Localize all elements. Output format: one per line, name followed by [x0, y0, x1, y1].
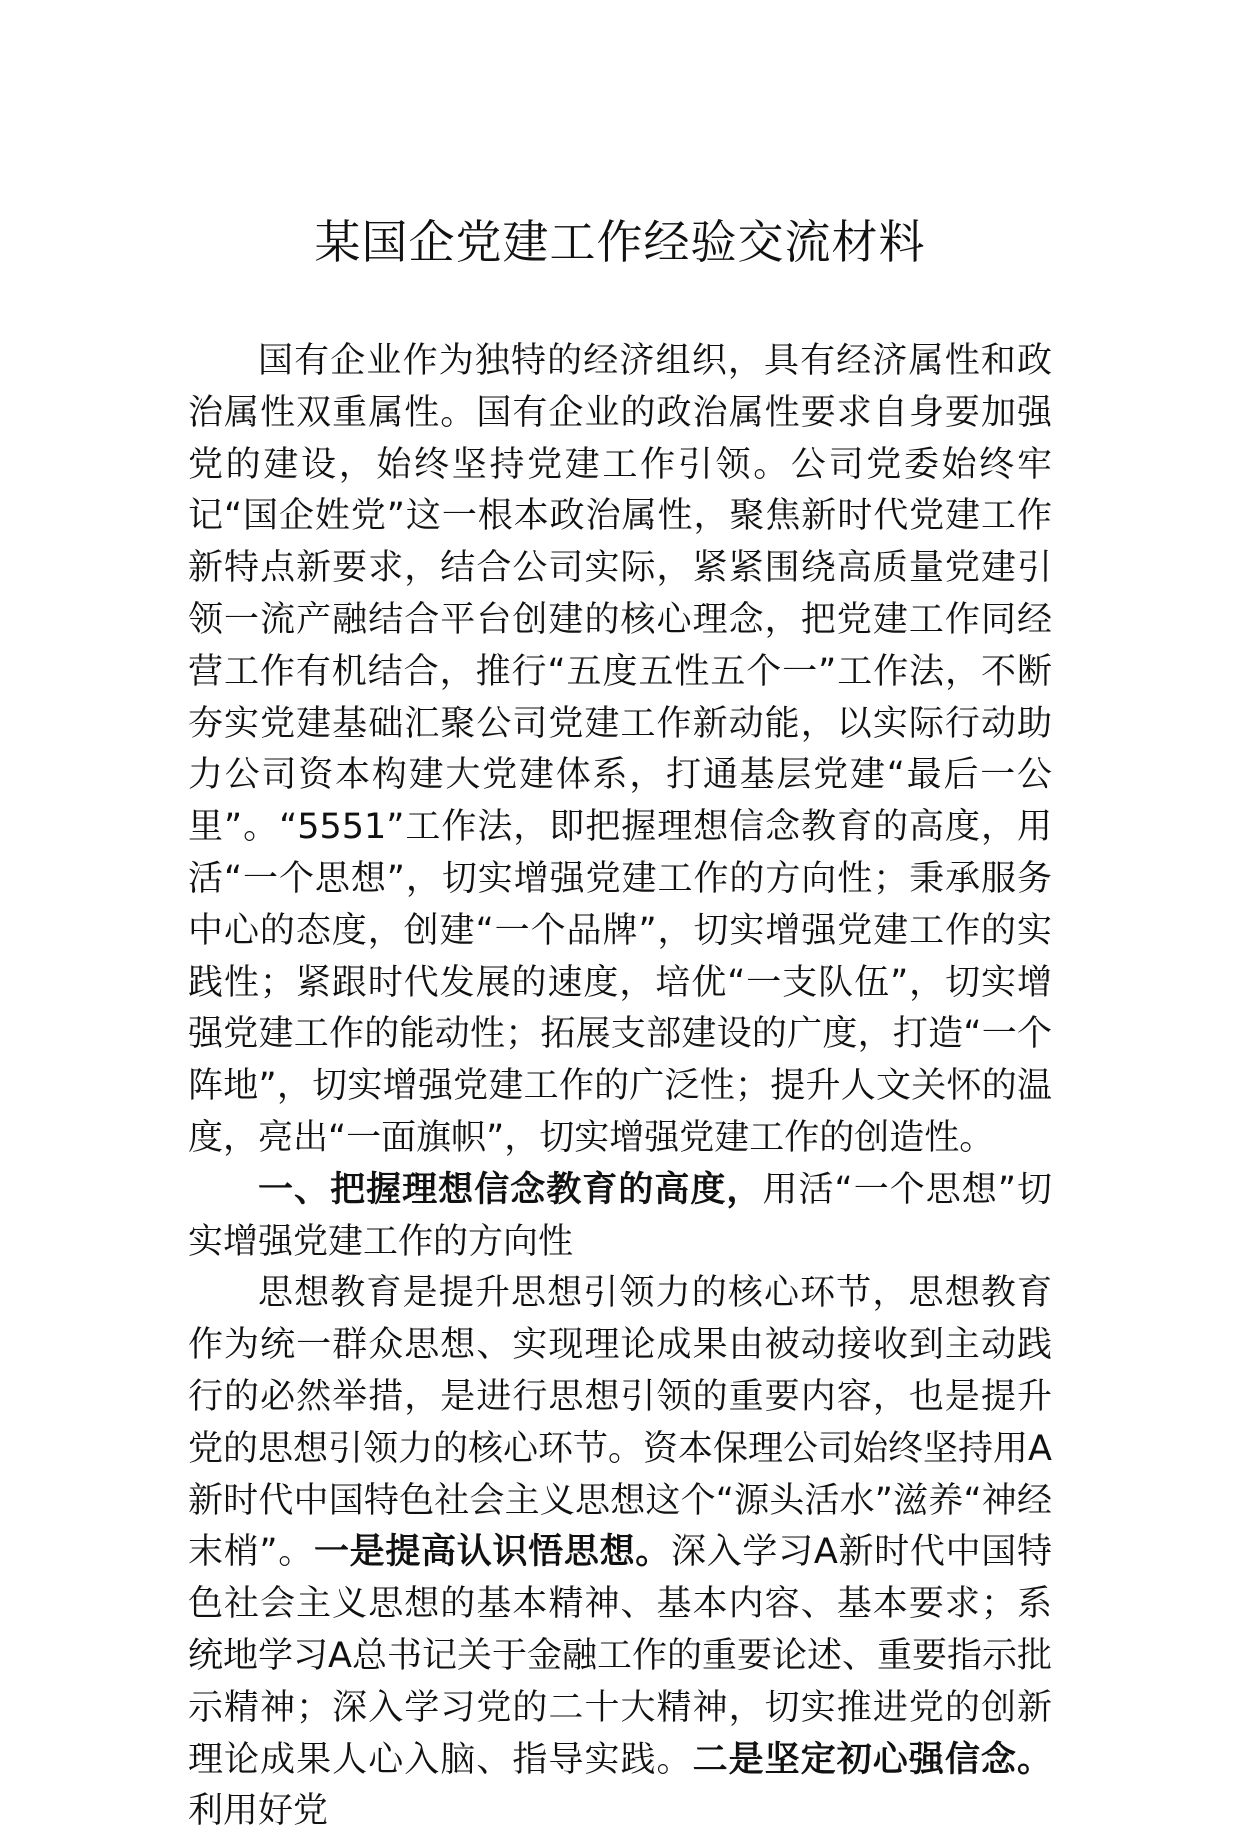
section-one-paragraph — [188, 1268, 1052, 1838]
section-one-heading — [188, 1165, 1052, 1269]
section-one-part-c: 利用好党 — [188, 1791, 329, 1832]
section-one-part-a: 思想教育是提升思想引领力的核心环节，思想教育作为统一群众思想、实现理论成果由被动接收到主动践行的必然举措，是进行思想引领的重要内容，也是提升党的思想引领力的核心环节。资本保理公司始终坚持用A新时代中国特色社会主义思想这个“源头活水”滋养“神经末梢”。 — [188, 1273, 1052, 1573]
section-one-heading-rest: 用活“一个思想”切实增强党建工作的方向性 — [188, 1169, 1052, 1262]
document-body — [188, 336, 1052, 1838]
section-one-heading-bold: 一、把握理想信念教育的高度， — [258, 1169, 763, 1210]
section-one-part-b: 深入学习A新时代中国特色社会主义思想的基本精神、基本内容、基本要求；系统地学习A总书记关于金融工作的重要论述、重要指示批示精神；深入学习党的二十大精神，切实推进党的创新理论成果人心入脑、指导实践。 — [188, 1532, 1052, 1780]
section-one-point-2: 二是坚定初心强信念。 — [692, 1739, 1052, 1780]
section-one-point-1: 一是提高认识悟思想。 — [313, 1532, 671, 1573]
document-title: 某国企党建工作经验交流材料 — [314, 215, 926, 269]
intro-paragraph: 国有企业作为独特的经济组织，具有经济属性和政治属性双重属性。国有企业的政治属性要求自身要加强党的建设，始终坚持党建工作引领。公司党委始终牢记“国企姓党”这一根本政治属性，聚焦新时代党建工作新特点新要求，结合公司实际，紧紧围绕高质量党建引领一流产融结合平台创建的核心理念，把党建工作同经营工作有机结合，推行“五度五性五个一”工作法，不断夯实党建基础汇聚公司党建工作新动能，以实际行动助力公司资本构建大党建体系，打通基层党建“最后一公里”。“5551”工作法，即把握理想信念教育的高度，用活“一个思想”，切实增强党建工作的方向性；秉承服务中心的态度，创建“一个品牌”，切实增强党建工作的实践性；紧跟时代发展的速度，培优“一支队伍”，切实增强党建工作的能动性；拓展支部建设的广度，打造“一个阵地”，切实增强党建工作的广泛性；提升人文关怀的温度，亮出“一面旗帜”，切实增强党建工作的创造性。 — [188, 341, 1052, 1158]
